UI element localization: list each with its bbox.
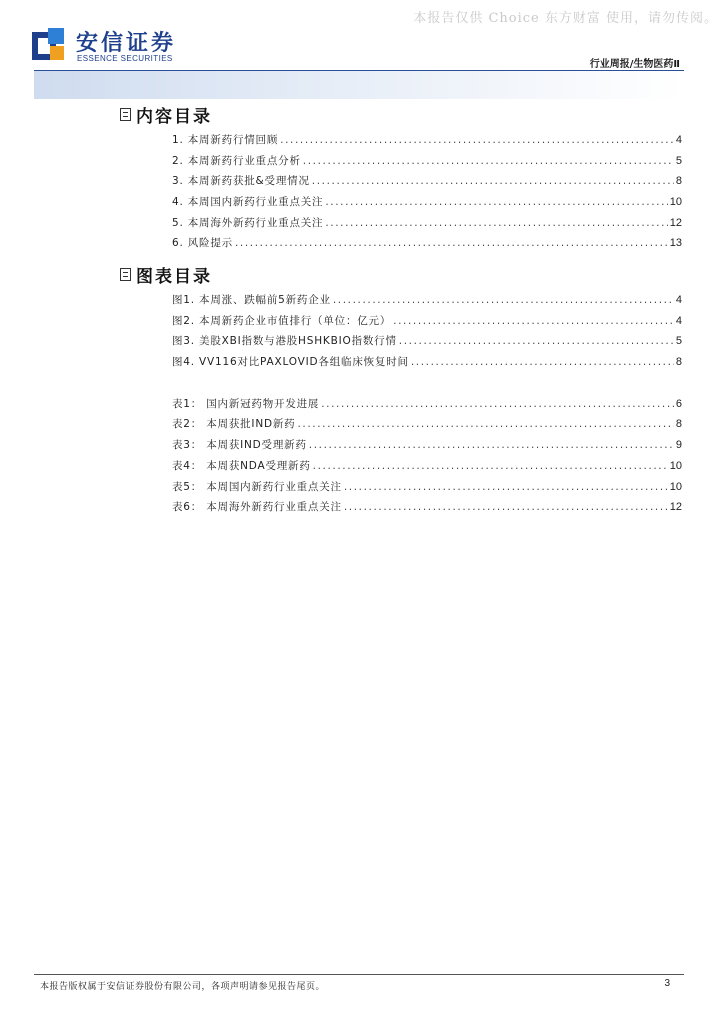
document-icon — [120, 108, 131, 121]
document-icon — [120, 268, 131, 281]
figure-entry[interactable] — [120, 354, 684, 375]
toc-entry[interactable] — [120, 215, 684, 236]
table-entry-page: 10 — [669, 459, 682, 472]
table-entry[interactable] — [120, 437, 684, 458]
toc-entry-label: 5. 本周海外新药行业重点关注 — [172, 216, 324, 229]
toc-leader-dots — [344, 501, 668, 513]
toc-entry-page: 8 — [675, 175, 682, 188]
footer-disclaimer: 本报告版权属于安信证券股份有限公司，各项声明请参见报告尾页。 — [40, 982, 326, 992]
toc-entry-page: 13 — [669, 237, 682, 250]
contents-title: 内容目录 — [136, 106, 212, 127]
toc-entry[interactable] — [120, 235, 684, 256]
logo-chinese-name: 安信证券 — [76, 31, 177, 56]
footer-divider — [34, 974, 684, 975]
toc-leader-dots — [297, 418, 673, 430]
figure-entry-label: 图1. 本周涨、跌幅前5新药企业 — [172, 294, 331, 306]
figures-section — [120, 262, 684, 520]
page-number: 3 — [664, 978, 670, 989]
table-entry-label: 表2： 本周获批IND新药 — [172, 418, 296, 431]
table-entry[interactable] — [120, 479, 684, 500]
toc-entry[interactable] — [120, 194, 684, 215]
figure-entry-label: 图3. 美股XBI指数与港股HSHKBIO指数行情 — [172, 335, 397, 348]
list-gap — [120, 375, 684, 396]
company-logo — [32, 24, 232, 64]
figure-entry[interactable] — [120, 292, 684, 313]
figures-title: 图表目录 — [136, 266, 212, 287]
table-entry-page: 10 — [669, 480, 682, 493]
toc-entry-label: 4. 本周国内新药行业重点关注 — [172, 196, 324, 209]
toc-leader-dots — [303, 155, 674, 167]
toc-entry-label: 6. 风险提示 — [172, 237, 233, 250]
table-entry-label: 表3： 本周获IND受理新药 — [172, 439, 307, 452]
toc-entry-page: 10 — [669, 196, 682, 209]
figure-entry-label: 图4. VV116对比PAXLOVID各组临床恢复时间 — [172, 356, 409, 369]
figure-entry-label: 图2. 本周新药企业市值排行（单位：亿元） — [172, 314, 392, 327]
toc-entry[interactable] — [120, 153, 684, 174]
header-band — [34, 71, 684, 99]
figure-list — [120, 292, 684, 375]
contents-section — [120, 102, 684, 256]
table-entry-page: 9 — [675, 439, 682, 452]
toc-leader-dots — [411, 356, 674, 368]
watermark-text: 本报告仅供 Choice 东方财富 使用，请勿传阅。 — [413, 11, 718, 26]
table-entry-label: 表4： 本周获NDA受理新药 — [172, 459, 311, 472]
toc-leader-dots — [321, 398, 674, 410]
logo-english-name: ESSENCE SECURITIES — [77, 54, 173, 63]
table-entry-page: 12 — [669, 501, 682, 514]
figures-heading — [120, 262, 684, 286]
figure-entry-page: 8 — [675, 356, 682, 369]
toc-leader-dots — [235, 237, 668, 249]
toc-entry-label: 2. 本周新药行业重点分析 — [172, 154, 301, 167]
table-entry[interactable] — [120, 396, 684, 417]
toc-leader-dots — [333, 294, 674, 306]
toc-entry-page: 5 — [675, 154, 682, 167]
toc-leader-dots — [280, 134, 674, 146]
toc-leader-dots — [325, 196, 667, 208]
toc-leader-dots — [344, 481, 668, 493]
toc-leader-dots — [393, 315, 674, 327]
table-entry-label: 表6： 本周海外新药行业重点关注 — [172, 501, 342, 514]
toc-entry-label: 3. 本周新药获批&受理情况 — [172, 175, 310, 188]
table-entry-page: 8 — [675, 418, 682, 431]
toc-leader-dots — [312, 175, 674, 187]
table-entry-label: 表5： 本周国内新药行业重点关注 — [172, 480, 342, 493]
report-category: 行业周报/生物医药Ⅱ — [589, 59, 680, 70]
table-entry[interactable] — [120, 458, 684, 479]
toc-entry-label: 1. 本周新药行情回顾 — [172, 134, 279, 146]
toc-entry-page: 12 — [669, 216, 682, 229]
figure-entry-page: 4 — [675, 294, 682, 306]
logo-mark-icon — [32, 28, 66, 62]
figure-entry[interactable] — [120, 333, 684, 354]
table-list — [120, 396, 684, 520]
toc-leader-dots — [399, 335, 674, 347]
table-entry-page: 6 — [675, 397, 682, 410]
table-entry-label: 表1： 国内新冠药物开发进展 — [172, 397, 320, 410]
table-entry[interactable] — [120, 416, 684, 437]
toc-leader-dots — [325, 217, 667, 229]
toc-entry-page: 4 — [675, 134, 682, 146]
table-entry[interactable] — [120, 499, 684, 520]
contents-list — [120, 132, 684, 256]
toc-entry[interactable] — [120, 132, 684, 153]
contents-heading — [120, 102, 684, 126]
figure-entry[interactable] — [120, 313, 684, 334]
toc-leader-dots — [313, 460, 668, 472]
toc-leader-dots — [309, 439, 674, 451]
figure-entry-page: 5 — [675, 335, 682, 348]
toc-entry[interactable] — [120, 173, 684, 194]
figure-entry-page: 4 — [675, 314, 682, 327]
